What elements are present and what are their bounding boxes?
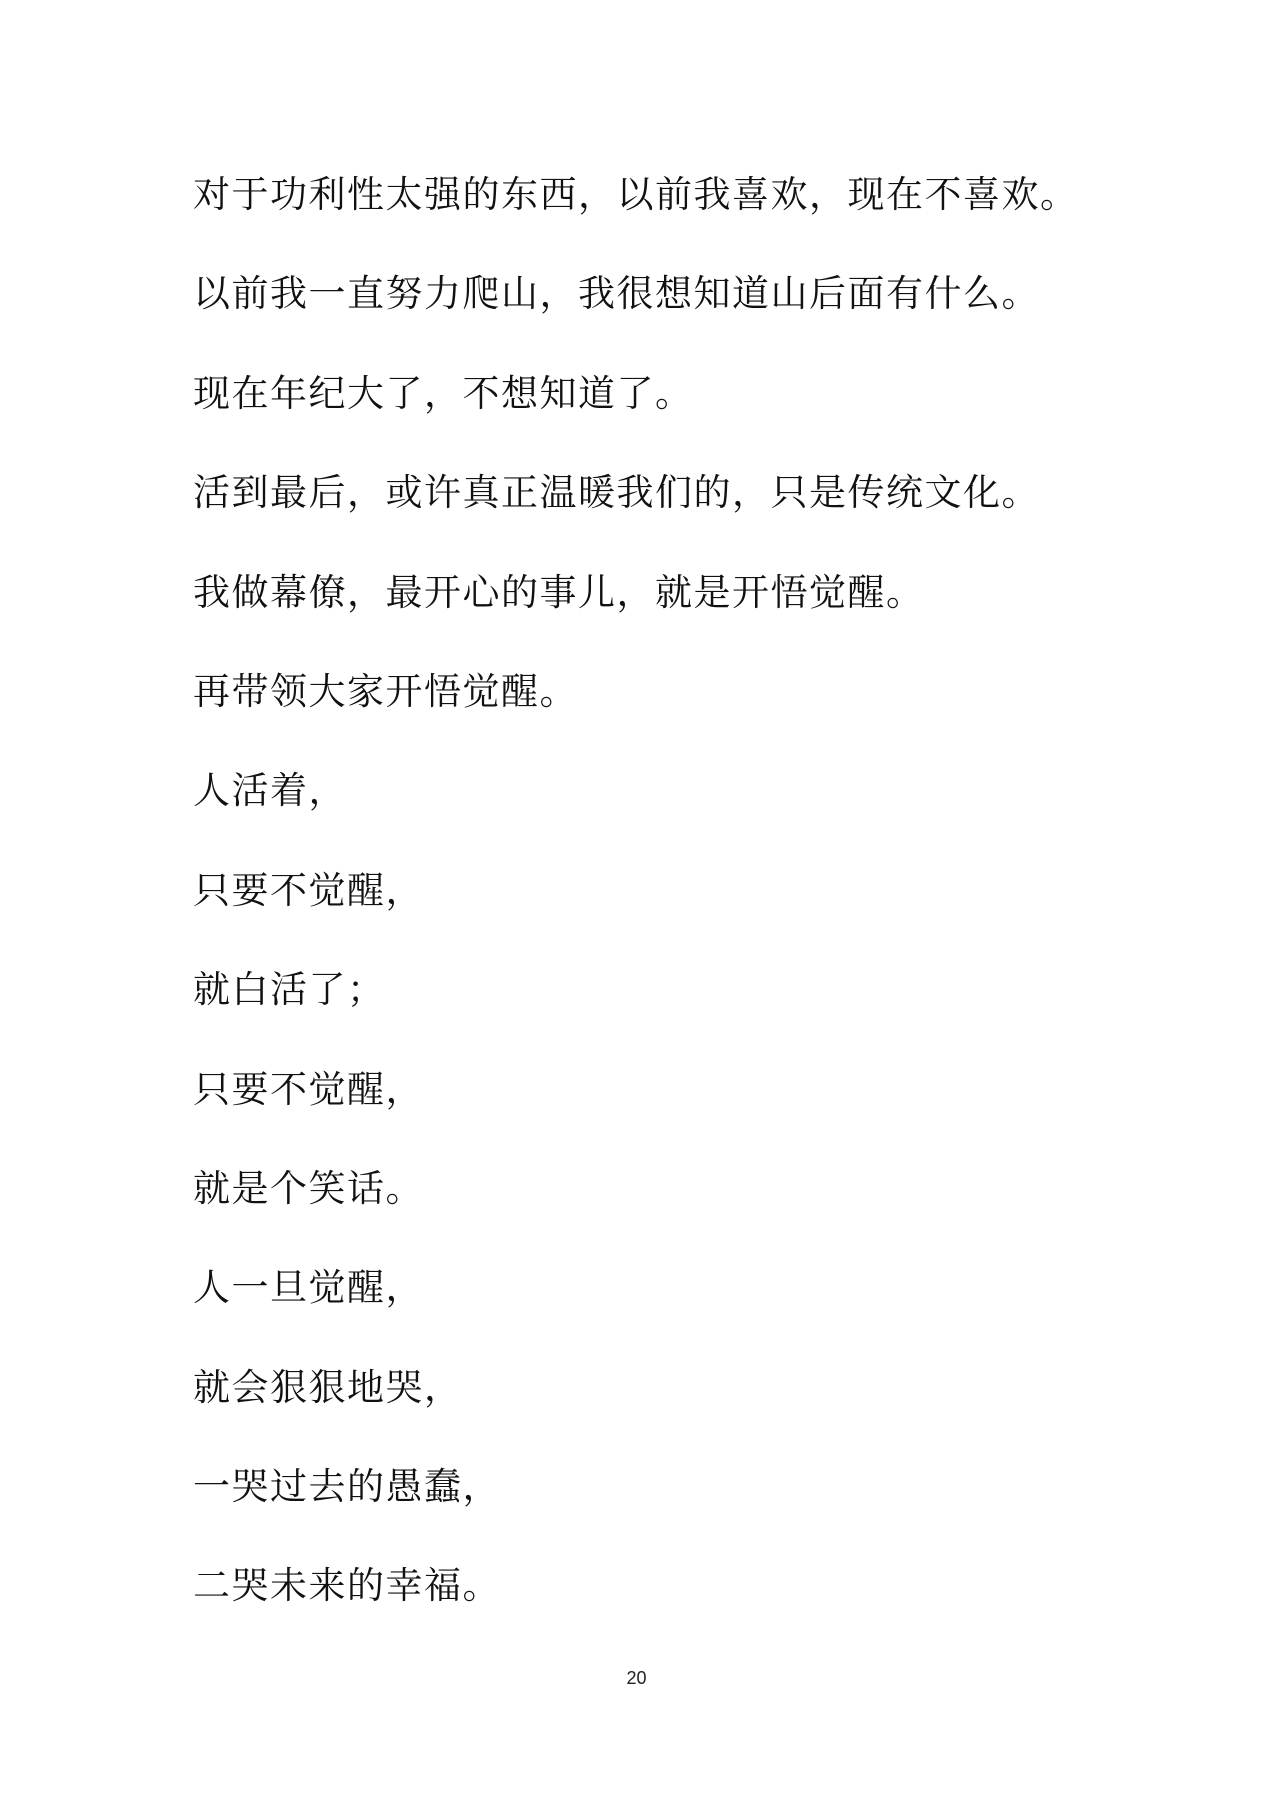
text-line: 再带领大家开悟觉醒。 [193, 669, 578, 713]
text-line: 二哭未来的幸福。 [193, 1564, 501, 1608]
text-line: 人活着， [193, 769, 347, 813]
body-text [193, 173, 1093, 1667]
text-line: 就会狠狠地哭， [193, 1365, 463, 1409]
text-line: 只要不觉醒， [193, 868, 424, 912]
text-line: 就白活了； [193, 968, 386, 1012]
text-line: 就是个笑话。 [193, 1166, 424, 1210]
text-line: 以前我一直努力爬山，我很想知道山后面有什么。 [193, 272, 1040, 316]
text-line: 只要不觉醒， [193, 1067, 424, 1111]
text-line: 一哭过去的愚蠢， [193, 1465, 501, 1509]
text-line: 对于功利性太强的东西，以前我喜欢，现在不喜欢。 [193, 173, 1079, 216]
page-number: 20 [626, 1668, 647, 1688]
text-line: 人一旦觉醒， [193, 1266, 424, 1310]
text-line: 活到最后，或许真正温暖我们的，只是传统文化。 [193, 471, 1040, 515]
text-line: 现在年纪大了，不想知道了。 [193, 371, 694, 415]
text-line: 我做幕僚，最开心的事儿，就是开悟觉醒。 [193, 570, 925, 614]
